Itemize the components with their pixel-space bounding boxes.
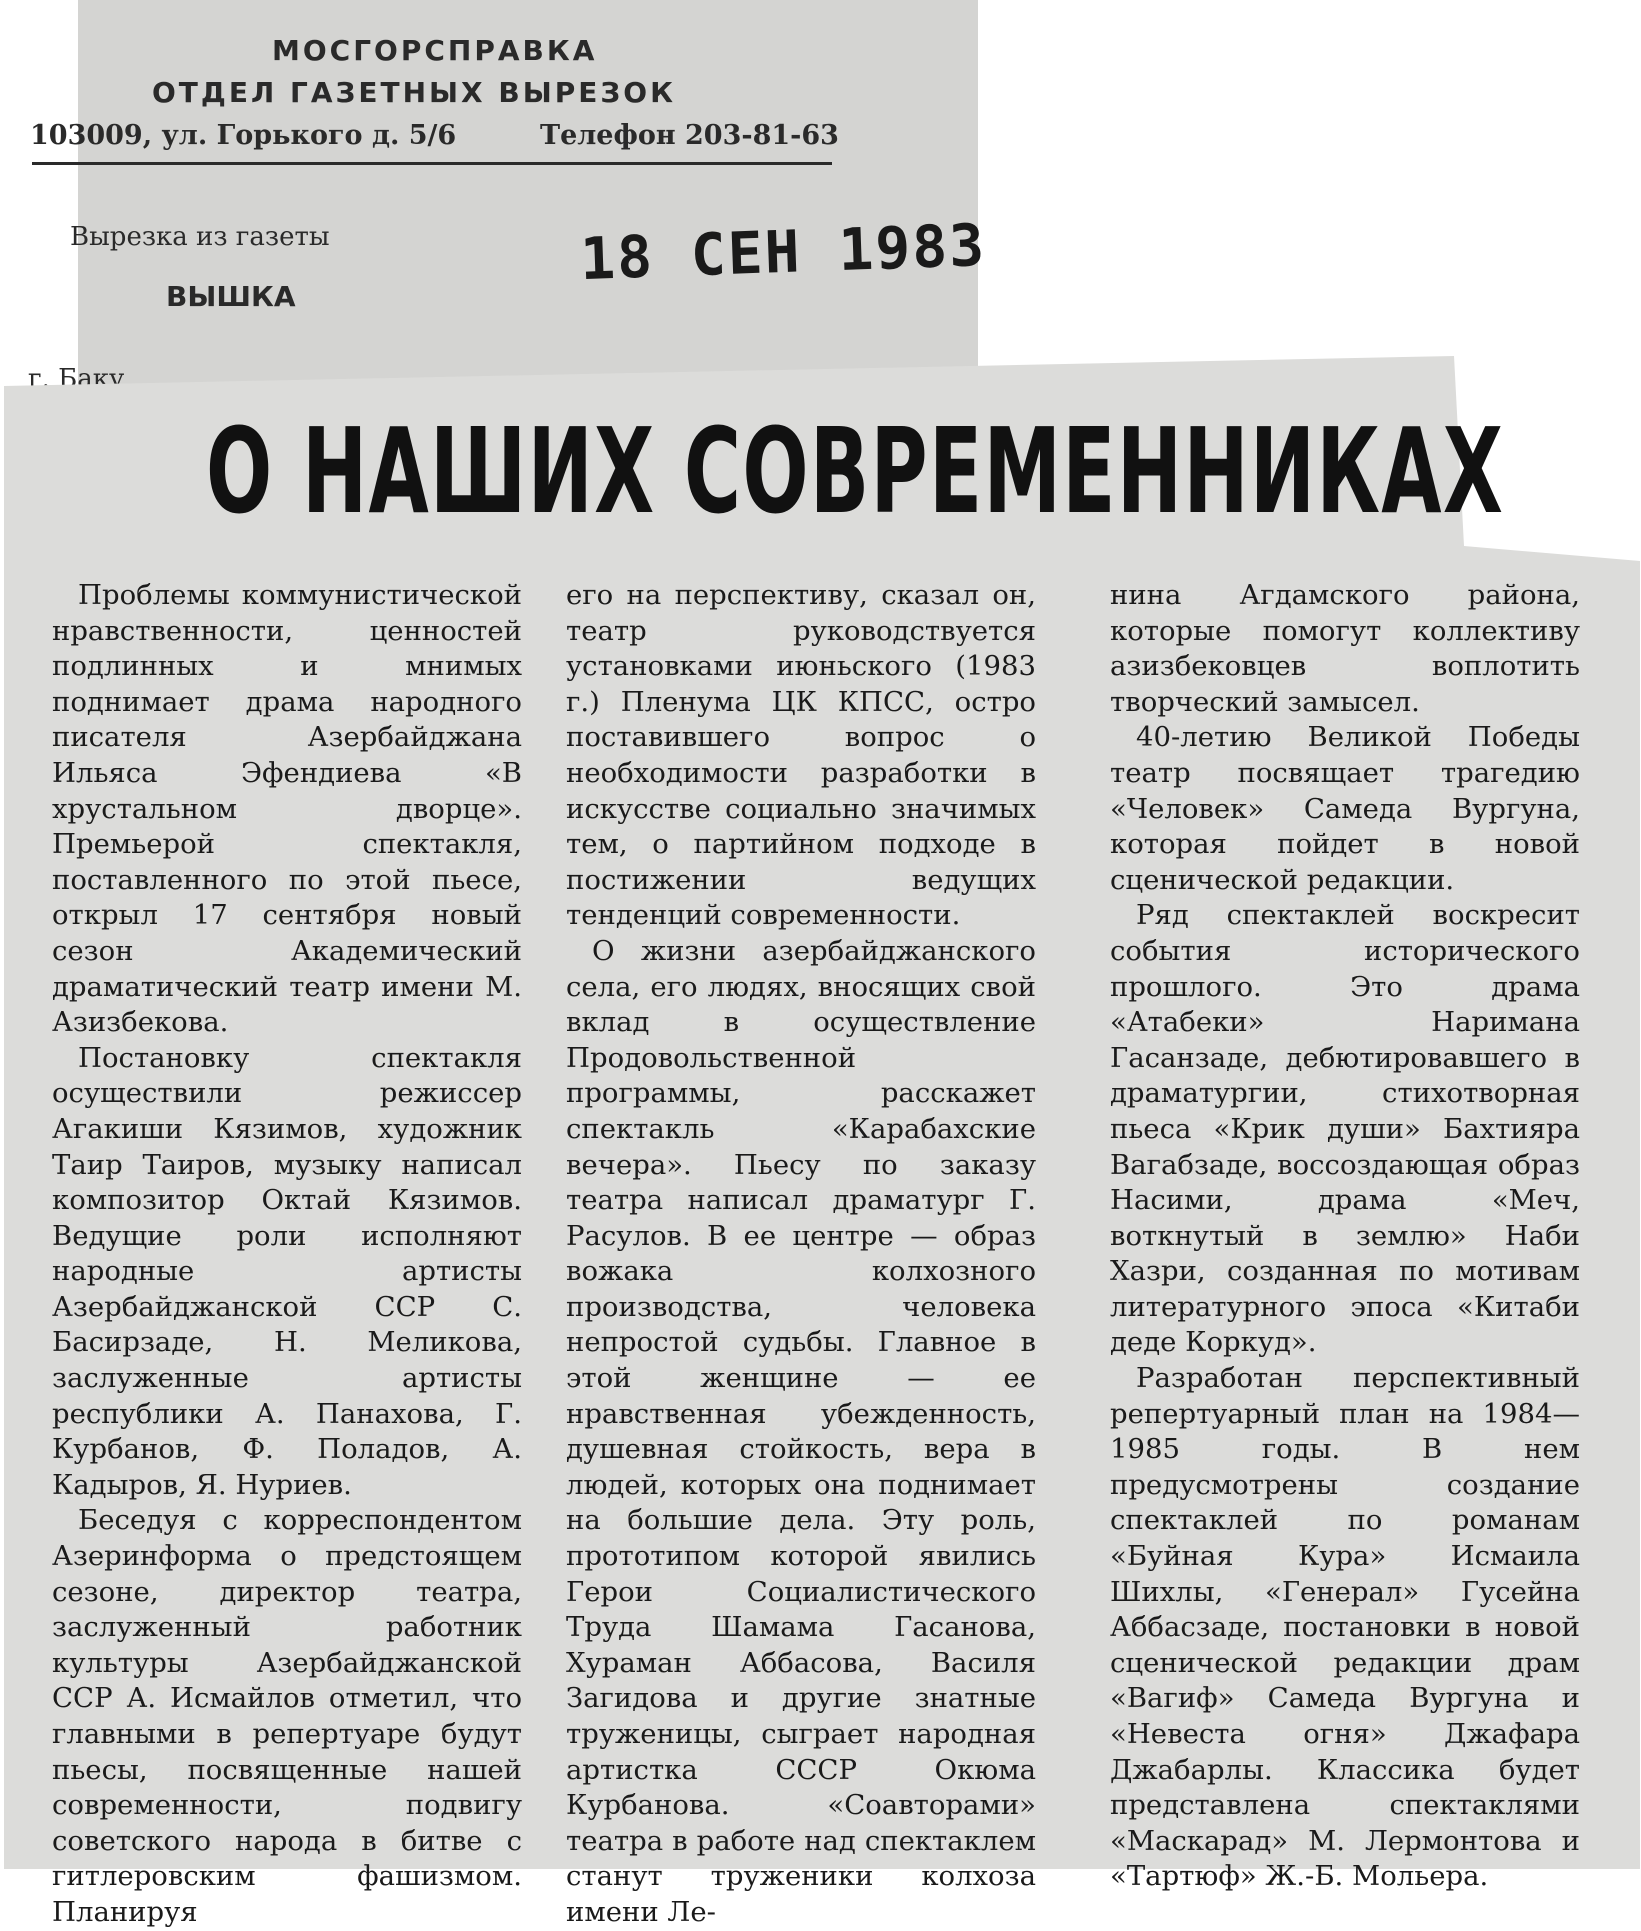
agency-phone: Телефон 203-81-63 xyxy=(540,120,839,151)
article-column-1 xyxy=(52,578,522,1928)
article-paragraph: Беседуя с корреспондентом Азеринформа о предстоящем сезоне, директор театра, заслуженный работник культуры Азербайджанской ССР А. Исмайлов отметил, что главными в репертуаре будут пьесы, посвященные нашей современности, подвигу советского народа в битве с гитлеровским фашизмом. Планируя xyxy=(52,1504,522,1928)
article-paragraph: Разработан перспективный репертуарный план на 1984—1985 годы. В нем предусмотрены создание спектаклей по романам «Буйная Кура» Исмаила Шихлы, «Генерал» Гусейна Аббасзаде, постановки в новой сценической редакции драм «Вагиф» Самеда Вургуна и «Невеста огня» Джафара Джабарлы. Классика будет представлена спектаклями «Маскарад» М. Лермонтова и «Тартюф» Ж.-Б. Мольера. xyxy=(1110,1362,1580,1893)
article-headline: О НАШИХ СОВРЕМЕННИКАХ xyxy=(206,402,1505,540)
article-column-3 xyxy=(1110,578,1580,1893)
slip-divider xyxy=(32,162,832,165)
article-column-2 xyxy=(566,578,1036,1928)
clipping-from-label: Вырезка из газеты xyxy=(70,222,330,252)
article-paragraph: О жизни азербайджанского села, его людях, вносящих свой вклад в осуществление Продовольственной программы, расскажет спектакль «Карабахские вечера». Пьесу по заказу театра написал драматург Г. Расулов. В ее центре — образ вожака колхозного производства, человека непростой судьбы. Главное в этой женщине — ее нравственная убежденность, душевная стойкость, вера в людей, которых она поднимает на большие дела. Эту роль, прототипом которой явились Герои Социалистического Труда Шамама Гасанова, Хураман Аббасова, Василя Загидова и другие знатные труженицы, сыграет народная артистка СССР Окюма Курбанова. «Соавторами» театра в работе над спектаклем станут труженики колхоза имени Ле- xyxy=(566,934,1036,1928)
date-stamp: 18 СЕН 1983 xyxy=(578,210,988,294)
department-name: ОТДЕЛ ГАЗЕТНЫХ ВЫРЕЗОК xyxy=(152,76,676,109)
article-paragraph: его на перспективу, сказал он, театр руководствуется установками июньского (1983 г.) Пленума ЦК КПСС, остро поставившего вопрос о необходимости разработки в искусстве социально значимых тем, о партийном подходе в постижении ведущих тенденций современности. xyxy=(566,579,1036,932)
newspaper-city: г. Баку xyxy=(28,364,125,394)
article-paragraph: Проблемы коммунистической нравственности, ценностей подлинных и мнимых поднимает драма народного писателя Азербайджана Ильяса Эфендиева «В хрустальном дворце». Премьерой спектакля, поставленного по этой пьесе, открыл 17 сентября новый сезон Академический драматический театр имени М. Азизбекова. xyxy=(52,579,522,1039)
newspaper-name: ВЫШКА xyxy=(166,280,296,313)
agency-name: МОСГОРСПРАВКА xyxy=(272,34,598,67)
article-paragraph: Постановку спектакля осуществили режиссер Агакиши Кязимов, художник Таир Таиров, музыку написал композитор Октай Кязимов. Ведущие роли исполняют народные артисты Азербайджанской ССР С. Басирзаде, Н. Меликова, заслуженные артисты республики А. Панахова, Г. Курбанов, Ф. Поладов, А. Кадыров, Я. Нуриев. xyxy=(52,1041,522,1501)
article-paragraph: 40-летию Великой Победы театр посвящает трагедию «Человек» Самеда Вургуна, которая пойдет в новой сценической редакции. xyxy=(1110,721,1580,896)
agency-address: 103009, ул. Горького д. 5/6 xyxy=(30,120,457,151)
article-paragraph: Ряд спектаклей воскресит события исторического прошлого. Это драма «Атабеки» Наримана Гасанзаде, дебютировавшего в драматургии, стихотворная пьеса «Крик души» Бахтияра Вагабзаде, воссоздающая образ Насими, драма «Меч, воткнутый в землю» Наби Хазри, созданная по мотивам литературного эпоса «Китаби деде Коркуд». xyxy=(1110,899,1580,1359)
article-paragraph: нина Агдамского района, которые помогут коллективу азизбековцев воплотить творческий замысел. xyxy=(1110,579,1580,718)
